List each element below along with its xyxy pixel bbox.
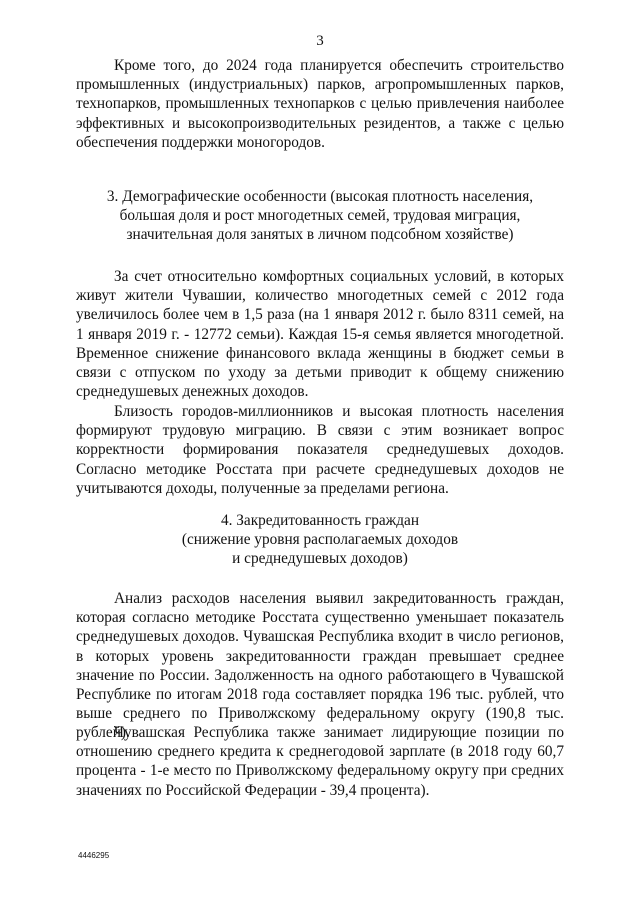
document-code: 4446295 bbox=[78, 851, 110, 860]
paragraph-credit-ratio: Чувашская Республика также занимает лидирующие позиции по отношению среднего кредита к среднегодовой зарплате (в 2018 году 60,7 процента - 1-е место по Приволжскому федеральному округу при средних значениях по Российской Федерации - 39,4 процента). bbox=[76, 724, 564, 799]
heading-line: 3. Демографические особенности (высокая плотность населения, bbox=[106, 188, 534, 205]
section-heading-credit bbox=[76, 511, 564, 568]
paragraph-labor-migration: Близость городов-миллионников и высокая плотность населения формируют трудовую миграцию. В связи с этим возникает вопрос корректности формирования показателя среднедушевых доходов. Согласно методике Росстата при расчете среднедушевых доходов не учитываются доходы, полученные за пределами региона. bbox=[76, 403, 564, 497]
section-heading-demographics bbox=[76, 187, 564, 244]
paragraph-large-families: За счет относительно комфортных социальных условий, в которых живут жители Чувашии, количество многодетных семей с 2012 года увеличилось более чем в 1,5 раза (на 1 января 2012 г. было 8311 семей, на 1 января 2019 г. - 12772 семьи). Каждая 15-я семья является многодетной. Временное снижение финансового вклада женщины в бюджет семьи в связи с отпуском по уходу за детьми приводит к общему снижению среднедушевых денежных доходов. bbox=[76, 268, 564, 401]
heading-line: 4. Закредитованность граждан bbox=[220, 512, 420, 529]
heading-line: большая доля и рост многодетных семей, трудовая миграция, bbox=[119, 207, 521, 224]
paragraph-credit-analysis: Анализ расходов населения выявил закредитованность граждан, которая согласно методике Росстата существенно уменьшает показатель среднедушевых доходов. Чувашская Республика входит в число регионов, в которых уровень закредитованности граждан превышает среднее значение по России. Задолженность на одного работающего в Чувашской Республике по итогам 2018 года составляет порядка 196 тыс. рублей, что выше среднего по Приволжскому федеральному округу (190,8 тыс. рублей). bbox=[76, 590, 564, 742]
paragraph-industrial-parks: Кроме того, до 2024 года планируется обеспечить строительство промышленных (индустриальных) парков, агропромышленных парков, технопарков, промышленных технопарков с целью привлечения наиболее эффективных и высокопроизводительных резидентов, а также с целью обеспечения поддержки моногородов. bbox=[76, 57, 564, 151]
page-number: 3 bbox=[316, 33, 324, 49]
heading-line: (снижение уровня располагаемых доходов bbox=[181, 531, 459, 548]
heading-line: и среднедушевых доходов) bbox=[232, 550, 408, 567]
heading-line: значительная доля занятых в личном подсобном хозяйстве) bbox=[126, 226, 514, 243]
